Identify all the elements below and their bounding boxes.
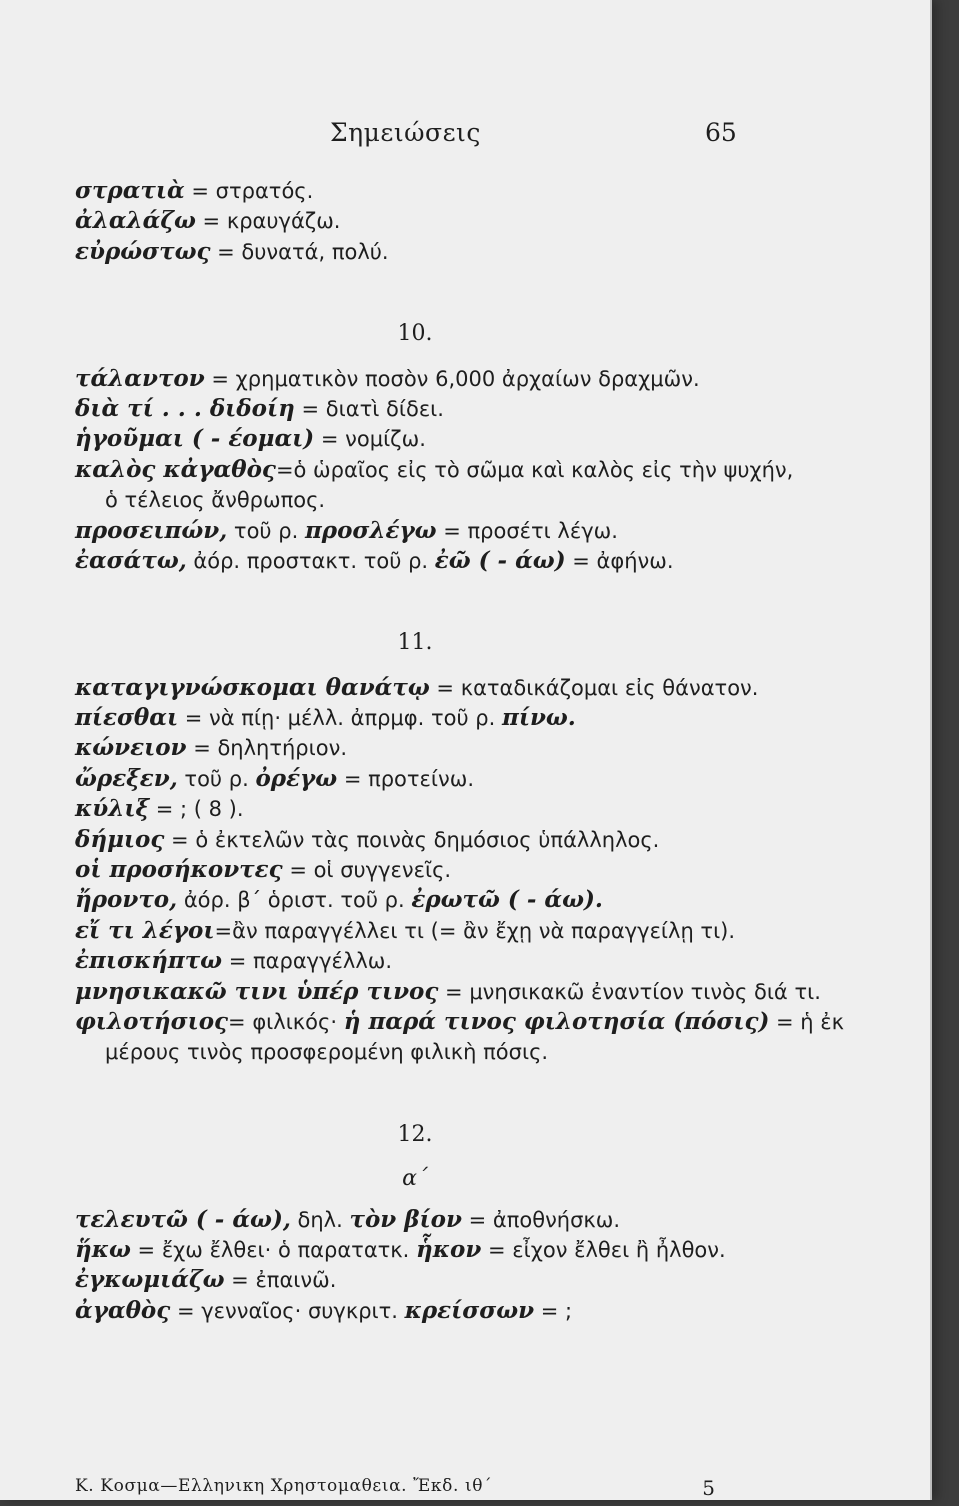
gloss-line [75,946,755,976]
subsection-alpha: α΄ [402,1166,428,1192]
definition: = δηλητήριον. [186,736,347,761]
gloss-line [75,394,755,424]
page-header [0,118,930,158]
footer-signature: Κ. Κοσμα—Ελληνικη Χρηστομαθεια. Ἔκδ. ιθ΄ [75,1476,493,1496]
definition: = οἱ συγγενεῖς. [282,858,452,883]
gloss-continuation-line [75,1037,755,1067]
headword: πίνω. [501,704,576,732]
gloss-line [75,794,755,824]
definition: = μνησικακῶ ἐναντίον τινὸς διά τι. [438,979,821,1004]
headword: κύλιξ [75,795,150,823]
gloss-line [75,206,755,236]
section-10-entries [75,364,794,577]
headword: προσειπών, [75,516,228,544]
headword: ὤρεξεν, [75,764,178,792]
headword: ἐπισκήπτω [75,947,223,975]
headword: ἡγοῦμαι ( - έομαι) [75,425,315,453]
gloss-line [75,1265,755,1295]
definition: = διατὶ δίδει. [294,396,444,421]
headword: προσλέγω [304,516,437,544]
headword: ἧκον [416,1235,482,1263]
definition: ὁ τέλειος ἄνθρωπος. [105,488,326,513]
gloss-continuation-line [75,485,755,515]
gloss-line [75,237,755,267]
headword: διὰ τί . . . διδοίη [75,394,295,422]
headword: τὸν βίον [349,1205,462,1233]
headword: ὀρέγω [255,764,338,792]
definition: ἀόρ. β΄ ὁριστ. τοῦ ρ. [177,888,412,913]
definition: = ὁ ἐκτελῶν τὰς ποινὰς δημόσιος ὑπάλληλος. [164,827,660,852]
definition: = προσέτι λέγω. [436,518,618,543]
gloss-line [75,764,755,794]
definition: = κραυγάζω. [195,209,341,234]
headword: οἱ προσήκοντες [75,856,283,884]
gloss-line [75,1007,845,1037]
gloss-line [75,977,821,1007]
headword: ἐρωτῶ ( - άω). [411,886,603,914]
running-title: Σημειώσεις [330,118,481,147]
gloss-line [75,424,755,454]
definition: =ὁ ὡραῖος εἰς τὸ σῶμα καὶ καλὸς εἰς τὴν ψυχήν, [275,457,794,482]
definition: = ἔχω ἔλθει· ὁ παρατατκ. [130,1237,417,1262]
definition: = νομίζω. [314,427,426,452]
gloss-line [75,825,755,855]
footer-signature-number: 5 [702,1476,715,1500]
headword: ἀλαλάζω [75,207,196,235]
gloss-line [75,855,755,885]
definition: δηλ. [290,1207,350,1232]
notes-body [75,176,845,1326]
headword: ἤροντο, [75,886,178,914]
definition: = καταδικάζομαι εἰς θάνατον. [429,675,759,700]
definition: = ; [534,1298,573,1323]
gloss-line [75,673,759,703]
headword: στρατιὰ [75,177,185,204]
headword: ἐγκωμιάζω [75,1266,225,1294]
definition: τοῦ ρ. [227,518,305,543]
headword: καταγιγνώσκομαι θανάτῳ [75,673,430,701]
gloss-line [75,733,755,763]
definition: ἀόρ. προστακτ. τοῦ ρ. [186,548,435,573]
definition: = προτείνω. [337,766,474,791]
definition: = χρηματικὸν ποσὸν 6,000 ἀρχαίων δραχμῶν. [204,366,700,391]
gloss-line [75,1235,755,1265]
definition: = εἶχον ἔλθει ἢ ἦλθον. [481,1237,726,1262]
definition: =ἂν παραγγέλλει τι (= ἂν ἔχῃ νὰ παραγγείλῃ τι). [214,918,736,943]
definition: τοῦ ρ. [177,766,256,791]
headword: πίεσθαι [75,704,179,732]
definition: = γενναῖος· συγκριτ. [170,1298,405,1323]
headword: φιλοτήσιος [75,1007,229,1035]
definition: = παραγγέλλω. [222,949,393,974]
section-11-entries [75,673,845,1068]
page-footer [75,1476,715,1506]
section-12-entries [75,1205,755,1327]
headword: δήμιος [75,825,165,853]
headword: ἥκω [75,1235,131,1263]
gloss-line [75,703,755,733]
headword: τάλαντον [75,364,205,392]
gloss-line [75,176,755,206]
definition: = ἡ ἐκ [769,1009,845,1034]
gloss-line [75,516,755,546]
gloss-line [75,455,794,485]
headword: κώνειον [75,734,187,762]
gloss-line [75,1296,755,1326]
gloss-line [75,1205,755,1235]
definition: = στρατός. [184,179,314,203]
section-number-10: 10. [397,321,433,347]
definition: = δυνατά, πολύ. [210,239,389,264]
definition: μέρους τινὸς προσφερομένη φιλικὴ πόσις. [105,1040,549,1065]
definition: = ἀφήνω. [565,548,674,573]
headword: ἡ παρά τινος φιλοτησία (πόσις) [343,1007,770,1035]
gloss-line [75,364,755,394]
headword: μνησικακῶ τινι ὑπέρ τινος [75,977,439,1005]
headword: κρείσσων [404,1296,535,1324]
headword: καλὸς κἀγαθὸς [75,455,276,483]
headword: ἀγαθὸς [75,1296,171,1324]
notes-block-top [75,176,755,267]
section-number-11: 11. [397,630,433,656]
definition: = ; ( 8 ). [149,797,244,822]
section-number-12: 12. [397,1121,433,1147]
definition: = νὰ πίῃ· μέλλ. ἀπρμφ. τοῦ ρ. [178,706,502,731]
headword: εἴ τι λέγοι [75,916,215,944]
page-number: 65 [705,118,737,147]
definition: = ἐπαινῶ. [224,1268,337,1293]
headword: ἐασάτω, [75,546,187,574]
headword: ἐῶ ( - άω) [434,546,566,574]
gloss-line [75,885,755,915]
gloss-line [75,546,755,576]
headword: εὐρώστως [75,237,211,265]
headword: τελευτῶ ( - άω), [75,1205,291,1233]
definition: = φιλικός· [228,1009,344,1034]
definition: = ἀποθνήσκω. [461,1207,621,1232]
gloss-line [75,916,755,946]
